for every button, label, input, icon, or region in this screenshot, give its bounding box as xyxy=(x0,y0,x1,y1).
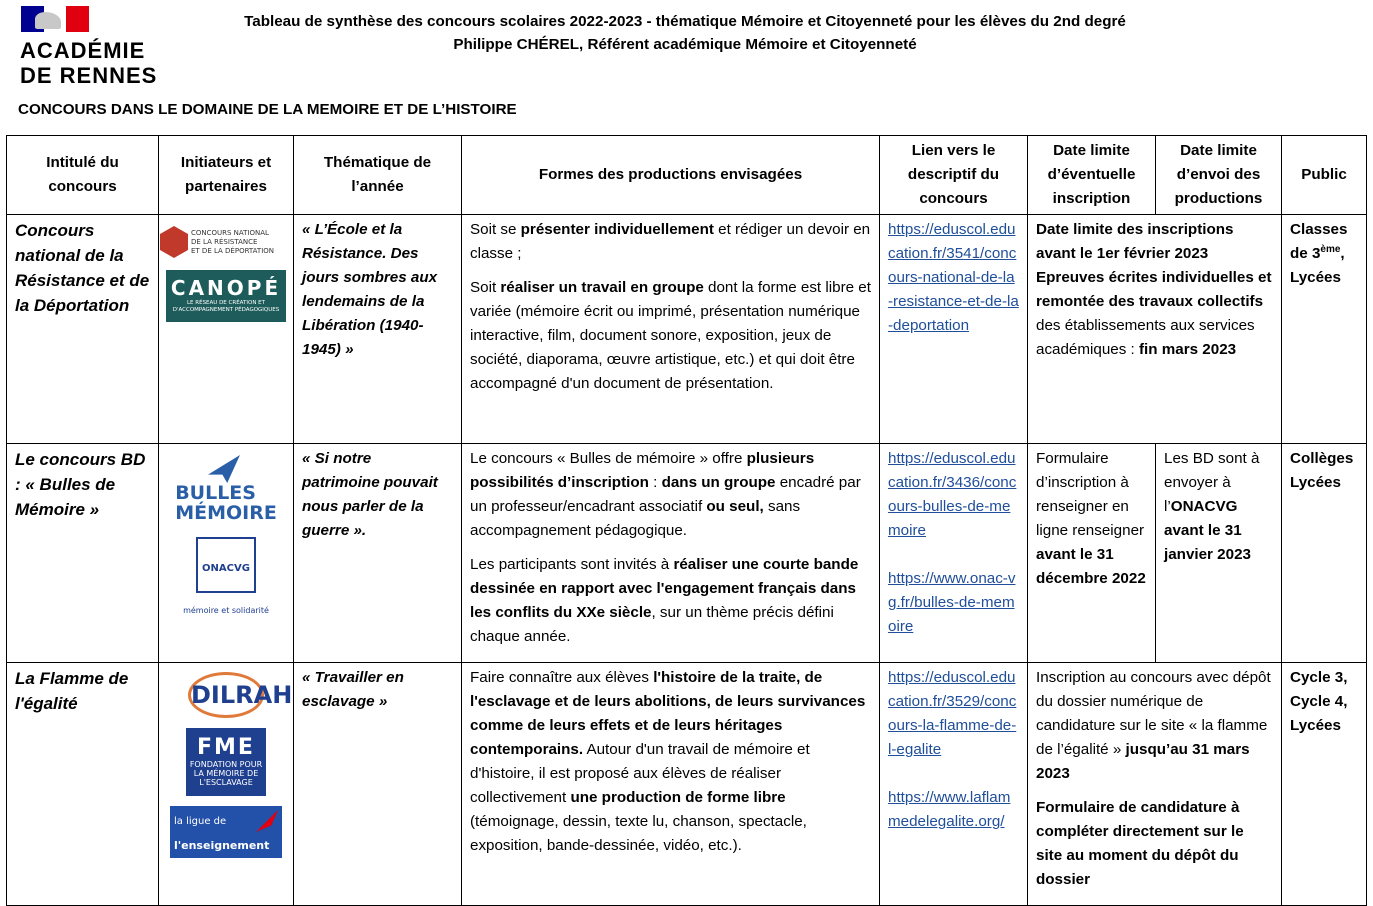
column-header: Intitulé du concours xyxy=(7,136,159,215)
contest-name: La Flamme de l'égalité xyxy=(7,663,159,906)
contest-link-secondary[interactable]: https://www.laflammedelegalite.org/ xyxy=(888,789,1011,830)
envoi-date-cell: Les BD sont à envoyer à l’ONACVG avant le 31 janvier 2023 xyxy=(1156,444,1282,663)
ligue-enseignement-logo: la ligue de l'enseignement un avenir par l'éducation populaire xyxy=(170,806,282,858)
dates-cell: Date limite des inscriptions avant le 1er février 2023 Epreuves écrites individuelles et remontée des travaux collectifs des établissements aux services académiques : fin mars 2023 xyxy=(1028,215,1282,444)
dilrah-logo: DILRAH xyxy=(188,672,264,718)
column-header: Formes des productions envisagées xyxy=(462,136,880,215)
partners-cell: BULLES MÉMOIRE ONACVG mémoire et solidarité xyxy=(159,444,294,663)
public-cell: Cycle 3, Cycle 4, Lycées xyxy=(1282,663,1367,906)
canope-logo: CANOPÉ LE RÉSEAU DE CRÉATION ET D'ACCOMPAGNEMENT PÉDAGOGIQUES xyxy=(166,270,286,322)
column-header: Public xyxy=(1282,136,1367,215)
cnrd-emblem-icon xyxy=(160,226,188,258)
academie-logo xyxy=(18,4,168,90)
column-header: Thématique de l’année xyxy=(294,136,462,215)
section-title: CONCOURS DANS LE DOMAINE DE LA MEMOIRE ET DE L’HISTOIRE xyxy=(18,101,517,118)
link-cell xyxy=(880,215,1028,444)
partners-cell xyxy=(159,215,294,444)
table-row xyxy=(7,444,1367,663)
public-cell: Collèges Lycées xyxy=(1282,444,1367,663)
academy-name: ACADÉMIE DE RENNES xyxy=(20,38,158,88)
paper-plane-icon xyxy=(208,455,240,483)
contest-table xyxy=(6,135,1367,906)
theme-cell: « Travailler en esclavage » xyxy=(294,663,462,906)
public-cell: Classes de 3ème, Lycées xyxy=(1282,215,1367,444)
contest-link[interactable]: https://eduscol.education.fr/3529/concours-la-flamme-de-l-egalite xyxy=(888,669,1017,758)
link-cell xyxy=(880,444,1028,663)
inscription-date-cell: Formulaire d’inscription à renseigner en ligne renseigner avant le 31 décembre 2022 xyxy=(1028,444,1156,663)
contest-link[interactable]: https://eduscol.education.fr/3436/concours-bulles-de-memoire xyxy=(888,450,1017,539)
onacvg-logo: ONACVG xyxy=(196,537,256,593)
forms-cell: Soit se présenter individuellement et rédiger un devoir en classe ; Soit réaliser un travail en groupe dont la forme est libre et variée (mémoire écrit ou imprimé, présentation numérique interactive, film, document sonore, exposition, jeux de société, diaporama, œuvre artistique, etc.) et qui doit être accompagné d'un document de présentation. xyxy=(462,215,880,444)
table-row xyxy=(7,663,1367,906)
column-header: Date limite d’envoi des productions xyxy=(1156,136,1282,215)
cnrd-logo: CONCOURS NATIONAL DE LA RÉSISTANCE ET DE LA DÉPORTATION xyxy=(160,226,292,258)
table-header-row xyxy=(7,136,1367,215)
fme-logo: FME FONDATION POUR LA MÉMOIRE DE L'ESCLAVAGE xyxy=(186,728,266,796)
partners-cell xyxy=(159,663,294,906)
column-header: Lien vers le descriptif du concours xyxy=(880,136,1028,215)
link-cell xyxy=(880,663,1028,906)
theme-cell: « L’École et la Résistance. Des jours sombres aux lendemains de la Libération (1940-1945) » xyxy=(294,215,462,444)
contest-name: Concours national de la Résistance et de la Déportation xyxy=(7,215,159,444)
dates-cell: Inscription au concours avec dépôt du dossier numérique de candidature sur le site « la flamme de l’égalité » jusqu’au 31 mars 2023 Formulaire de candidature à compléter directement sur le site au moment du dépôt du dossier xyxy=(1028,663,1282,906)
forms-cell: Le concours « Bulles de mémoire » offre plusieurs possibilités d’inscription : dans un groupe encadré par un professeur/encadrant associatif ou seul, sans accompagnement pédagogique. Les participants sont invités à réaliser une courte bande dessinée en rapport avec l'engagement français dans les conflits du XXe siècle, sur un thème précis défini chaque année. xyxy=(462,444,880,663)
contest-link-secondary[interactable]: https://www.onac-vg.fr/bulles-de-memoire xyxy=(888,570,1016,635)
forms-cell: Faire connaître aux élèves l'histoire de la traite, de l'esclavage et de leurs abolitions, de leurs survivances comme de leurs effets et de leurs héritages contemporains. Autour d'un travail de mémoire et d'histoire, il est proposé aux élèves de réaliser collectivement une production de forme libre (témoignage, dessin, texte lu, chanson, spectacle, exposition, bande-dessinée, vidéo, etc.). xyxy=(462,663,880,906)
column-header: Date limite d’éventuelle inscription xyxy=(1028,136,1156,215)
table-row xyxy=(7,215,1367,444)
contest-link[interactable]: https://eduscol.education.fr/3541/concours-national-de-la-resistance-et-de-la-deportation xyxy=(888,221,1019,334)
page-title: Tableau de synthèse des concours scolaires 2022-2023 - thématique Mémoire et Citoyenneté pour les élèves du 2nd degré Philippe CHÉREL, Référent académique Mémoire et Citoyenneté xyxy=(244,13,1126,53)
republique-flag-icon xyxy=(21,6,89,32)
theme-cell: « Si notre patrimoine pouvait nous parler de la guerre ». xyxy=(294,444,462,663)
bulles-de-memoire-logo: BULLES MÉMOIRE xyxy=(167,455,285,523)
column-header: Initiateurs et partenaires xyxy=(159,136,294,215)
contest-name: Le concours BD : « Bulles de Mémoire » xyxy=(7,444,159,663)
